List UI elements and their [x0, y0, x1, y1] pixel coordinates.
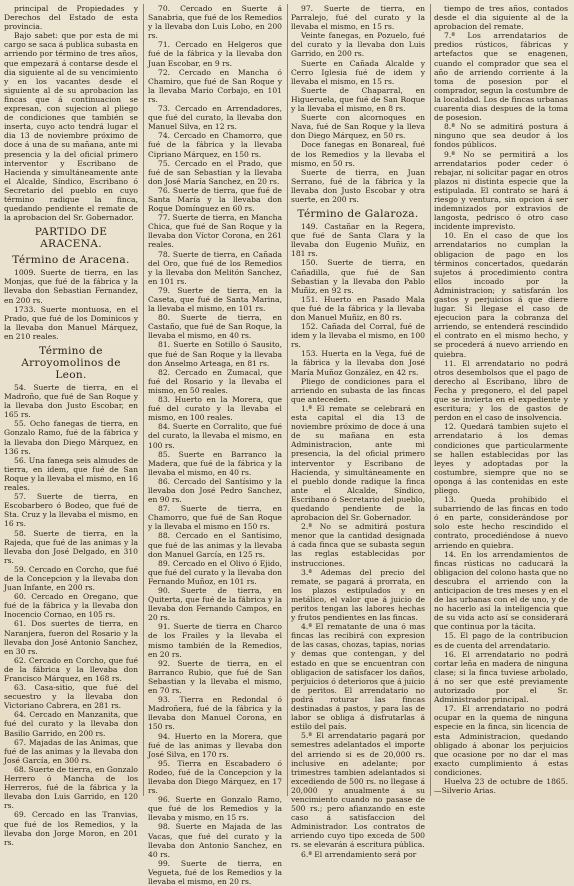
paragraph: 151. Huerto en Pasado Mala que fué de la fábrica y la llevaba don Manuel Muñiz, en 80 rs.: [291, 294, 425, 322]
column-divider: [143, 4, 144, 796]
paragraph: 4.ª El rematante de una ó mas fincas las recibirá con expresion de las casas, chozas, tapias, norias y demas que contengan, y del estado en que se encuentran con obligacion de satisfacer los daños, perjuicios ó deterioros que á juicio de peritos. El arrendatario no podrá roturar las fincas destinadas á pastos, y para las de labor se obliga á disfrutarlas á estilo del país.: [291, 622, 425, 732]
paragraph: 16. El arrendatario no podrá cortar leña en madera de ninguna clase; si la finca tuviese arbolado, á no ser que esté previamente autorizado por el Sr. Administrador principal.: [434, 649, 568, 705]
paragraph: 75. Cercado en el Prado, que fué de san Sebastian y la llevaba don José María Sanchez, en 20 rs.: [148, 158, 282, 186]
paragraph: Huelva 23 de octubre de 1865. —Silverio Arias.: [434, 776, 568, 796]
paragraph: 71. Cercado en Helgeros que fué de la fábrica y la llevaba don Juan Escobar, en 9 rs.: [148, 40, 282, 68]
paragraph: 17. El arrendatario no podrá ocupar en la quema de ninguna especie en la finca, sin licencia de esta Administracion, quedando obligado á abonar los perjuicios que ocasione por no dar el mas exacto cumplimiento á estas condiciones.: [434, 704, 568, 777]
paragraph: 96. Suerte en Gonzalo Ramo, que fué de los Remedios y la llevaba y mismo, en 15 rs.: [148, 795, 282, 823]
paragraph: 83. Huerto en la Morera, que fué del curato y la llevaba el mismo, en 100 reales.: [148, 395, 282, 423]
paragraph: 94. Huerto en la Morera, que fué de las animas y llevaba don José Silva, en 170 rs.: [148, 731, 282, 759]
section-heading: Término de Aracena.: [12, 254, 130, 267]
paragraph: 99. Suerte de tierra, en Vegueta, fué de los Remedios y la llevaba el mismo, en 20 rs.: [148, 858, 282, 886]
paragraph: Suerte en Cañada Alcalde y Cerro Iglesia fué de idem y llevaba el mismo, en 15 rs.: [291, 58, 425, 86]
paragraph: 153. Huerta en la Vega, fué de la fábrica y la llevaba don José María Muñoz González, en 42 rs.: [291, 349, 425, 377]
paragraph: 63. Casa-sitio, que fué del secuestro y la llevaba don Victoriano Cabrera, en 281 rs.: [4, 683, 138, 711]
paragraph: Veinte fanegas, en Pozuelo, fué del curato y la llevaba don Luis Garrido, en 200 rs.: [291, 31, 425, 59]
paragraph: 59. Cercado en Corcho, que fué de la Concepcion y la llevaba don Juan Infante, en 200 rs.: [4, 564, 138, 593]
paragraph: 73. Cercado en Arrendadores, que fué del curato, la llevaba don Manuel Silva, en 12 rs.: [148, 104, 282, 132]
column-divider: [430, 4, 431, 796]
paragraph: 82. Cercado en Zumacal, que fué del Rosario y la llevaba el mismo, en 50 reales.: [148, 367, 282, 395]
paragraph: 150. Suerte de tierra, en Cañadilla, que fué de San Sebastian y la llevaba don Pablo Muñiz, en 92 rs.: [291, 258, 425, 295]
section-heading: Término de Galaroza.: [297, 208, 419, 221]
paragraph: 92. Suerte de tierra, en el Barranco Rubio, que fué de San Sebastian y la llevaba el mismo, en 70 rs.: [148, 658, 282, 696]
paragraph: 8.ª No se admitirá postura á ninguno que sea deudor á los fondos públicos.: [434, 122, 568, 150]
paragraph: 152. Cañada del Corral, fué de idem y la llevaba el mismo, en 100 rs.: [291, 322, 425, 350]
paragraph: Suerte con alcornoques en Nava, fué de San Roque y la lleva don Diego Márquez, en 50 rs.: [291, 113, 425, 141]
column-divider: [287, 4, 288, 796]
paragraph: 80. Suerte de tierra, en Castaño, que fué de San Roque, la llevaba el mismo, en 40 rs.: [148, 313, 282, 341]
paragraph: Suerte de Chaparral, en Higueruela, que fué de San Roque y la llevaba el mismo, en 8 rs.: [291, 85, 425, 114]
paragraph: 9.ª No se permitirá a los arrendatarios poder ceder ó rebajar, ni solicitar pagar en otros plazos ni distinta especie que la estipulada. El contrato se hará á riesgo y ventura, sin opcion á ser indemnizados por extravios de langosta, pedrisco ó otro caso incidente imprevisto.: [434, 149, 568, 232]
paragraph: 85. Suerte en Barranco la Madera, que fué de la fábrica y la llevaba el mismo, en 40 rs.: [148, 449, 282, 477]
text-column-2: [148, 4, 282, 886]
paragraph: 84. Suerte en Corralito, que fué del curato, la llevaba el mismo, en 100 rs.: [148, 422, 282, 450]
paragraph: 86. Cercado del Santísimo y la llevaba don José Pedro Sanchez, en 90 rs.: [148, 476, 282, 505]
paragraph: 98. Suerte en Majada de las Vacas, que fué del curato y la llevaba don Antonio Sanchez, en 40 rs.: [148, 822, 282, 859]
paragraph: 13. Queda prohibido el subarriendo de las fincas en todo ó en parte, considerándose por solo este hecho rescindido el contrato, procediéndose á nuevo arriendo en quiebra.: [434, 495, 568, 550]
paragraph: 6.ª El arrendamiento será por: [301, 849, 417, 859]
paragraph: 1009. Suerte de tierra, en las Monjas, que fué de la fábrica y la llevaba don Sebastian Fernandez, en 200 rs.: [4, 268, 138, 305]
paragraph: Suerte de tierra, en Juan Serrano, fué de la fábrica y la llevaba don Justo Escobar y otra suerte, en 200 rs.: [291, 167, 425, 204]
paragraph: 68. Suerte de tierra, en Gonzalo Herrero ó Mancha de los Herreros, fué de la fábrica y la llevaba don Luis Garrido, en 120 rs.: [4, 764, 138, 811]
paragraph: 12. Quedará tambien sujeto el arrendatario á los demas condiciones que particularmente se hallen establecidas por las leyes y adoptadas por la costumbre, siempre que no se oponga á las contenidas en este pliego.: [434, 422, 568, 495]
paragraph: 14. En los arrendamientos de fincas rústicas no caducará la obligacion del colono hasta que no descubra el arriendo con la anticipacion de tres meses y en el de las urbanas con el de uno, y de no hacerlo así la inteligencia que de su vida acto así se considerará que continua por la tácita.: [434, 549, 568, 632]
paragraph: 62. Cercado en Corcho, que fué de la fábrica y la llevaba don Francisco Márquez, en 168 rs.: [4, 655, 138, 683]
paragraph: 1.ª El remate se celebrará en esta capital el dia 13 de noviembre próximo de doce á una de su mañana en esta Administracion, ante mi presencia, la del oficial primero interventor y Escribano de Hacienda, y simultáneamente en el pueblo donde radique la finca ante el Alcalde, Síndico, Escribano ó Secretario del pueblo, quedando pendiente de la aprobacion del Sr. Gobernador.: [291, 403, 425, 523]
paragraph: 64. Cercado en Manzanita, que fué del curato y la llevaba don Basilio Garrido, en 200 rs.: [4, 710, 138, 738]
paragraph: 74. Cercado en Chamorro, que fué de la fábrica y la llevaba Cipriano Márquez, en 150 rs.: [148, 131, 282, 159]
paragraph: 95. Tierra en Escabadero ó Rodeo, fué de la Concepcion y la llevaba don Diego Márquez, en 17 rs.: [148, 758, 282, 796]
paragraph: 57. Suerte de tierra, en Escobarbero ó Bodeo, que fué de Sta. Cruz y la llevaba el mismo, en 16 rs.: [4, 492, 138, 529]
paragraph: 77. Suerte de tierra, en Mancha Chica, que fué de San Roque y la llevaba don Víctor Corona, en 261 reales.: [148, 213, 282, 250]
paragraph: Pliego de condiciones para el arriendo en subasta de las fincas que anteceden.: [291, 376, 425, 404]
paragraph: 76. Suerte de tierra, que fué de Santa María y la llevaba don Roque Domínguez en 60 rs.: [148, 185, 282, 214]
paragraph: 79. Suerte de tierra, en la Caseta, que fué de Santa Marina, la llevaba el mismo, en 101 rs.: [148, 285, 282, 314]
paragraph: 60. Cercado en Oregano, que fué de la fábrica y la llevaba don Inocencio Cornao, en 105 rs.: [4, 592, 138, 620]
paragraph: 72. Cercado en Mancha ó Chamiro, que fué de San Roque y la llevaba Mario Corbajo, en 101 rs.: [148, 67, 282, 104]
paragraph: 10. En el caso de que los arrendatarios no cumplan la obligacion de pago en los términos concertados, quedarán sujetos á procedimiento contra ellos incoado por la Administracion; y satisfarán los gastos y perjuicios á que diere lugar. Si llegase el caso de ejecucion para la cobranza del arriendo, se entenderá rescindido el contrato en el mismo hecho, y se procederá á nuevo arriendo en quiebra.: [434, 231, 568, 359]
section-heading: PARTIDO DE ARACENA.: [34, 226, 108, 251]
paragraph: tiempo de tres años, contados desde el dia siguiente al de la aprobacion del remate.: [434, 4, 568, 32]
paragraph: 88. Cercado en el Santísimo, que fué de las animas y la llevaba don Manuel García, en 125 rs.: [148, 531, 282, 559]
paragraph: 89. Cercado en el Olivo ó Ejido, que fué del curato y la llevaba don Fernando Muñoz, en 101 rs.: [148, 558, 282, 586]
paragraph: principal de Propiedades y Derechos del Estado de esta provincia.: [4, 4, 138, 32]
paragraph: 67. Majadas de las Animas, que fué de las animas y la llevaba don José García, en 300 rs.: [4, 737, 138, 765]
paragraph: 55. Ocho fanegas de tierra, en Gonzalo Ramo, fué de la fábrica y la llevaba don Diego Márquez, en 136 rs.: [4, 419, 138, 456]
paragraph: 1733. Suerte montuosa, en el Prado, que fué de los Dominicos y la llevaba don Manuel Márquez, en 210 reales.: [4, 304, 138, 341]
paragraph: 70. Cercado en Suerte á Sanabria, que fué de los Remedios y la llevaba don Luis Lobo, en 200 rs.: [148, 4, 282, 41]
paragraph: 54. Suerte de tierra, en el Madroño, que fué de San Roque y la llevaba don Justo Escobar, en 165 rs.: [4, 383, 138, 420]
paragraph: 5.ª El arrendatario pagará por semestres adelantados el importe del arriendo si es de 20,000 rs. inclusive en adelante; por trimestres tambien adelantados si excediendo de 500 rs. no llegase á 20,000 y anualmente á su vencimiento cuando no pasase de 500 rs.; pero afianzando en este caso á satisfaccion del Administrador. Los contratos de arriendo cuyo tipo exceda de 500 rs. se elevarán á escritura pública.: [291, 731, 425, 850]
paragraph: 93. Tierra en Redondal ó Madroñera, fué de la fábrica y la llevaba don Manuel Corona, en 150 rs.: [148, 695, 282, 732]
paragraph: 90. Suerte de tierra, en Quiterta, que fué de la fábrica y la llevaba don Fernando Campos, en 20 rs.: [148, 586, 282, 623]
paragraph: 2.ª No se admitirá postura menor que la cantidad designada á cada finca que se subasta segun las reglas establecidas por instrucciones.: [291, 522, 425, 568]
paragraph: 81. Suerte en Sotillo ó Sausito, que fué de San Roque y la llevaba don Anselmo Arteaga, en 81 rs.: [148, 340, 282, 368]
paragraph: 78. Suerte de tierra, en Cañada del Oro, que fué de los Remedios y la llevaba don Melitón Sanchez, en 101 rs.: [148, 249, 282, 286]
paragraph: 58. Suerte de tierra, en la Rajeda, que fué de las animas y la llevaba don José Delgado, en 310 rs.: [4, 528, 138, 565]
paragraph: Doce fanegas en Bonareal, fué de los Remedios y la llevaba el mismo, en 50 rs.: [291, 140, 425, 168]
paragraph: Bajo sabet: que por esta de mi cargo se saca á publica subasta en arriendo por término de tres años, que empezará á contarse desde el dia siguiente al de su vencimiento y en los vacantes desde el siguiente al de su aprobacion las fincas que á continuacion se expresan, con sujecion al pliego de condiciones que también se inserta, cuyo acto tendrá lugar el dia 13 de noviembre próximo de doce á una de su mañana, ante mi presencia y la del oficial primero interventor y Escribano de Hacienda y simultáneamente ante el Alcalde, Síndico, Escribano ó Secretario del pueblo en cuyo término radique la finca, quedando pendiente el remate de la aprobacion del Sr. Gobernador.: [4, 31, 138, 223]
paragraph: 149. Castañar en la Regera, que fué de Santa Clara y la llevaba don Eugenio Muñiz, en 181 rs.: [291, 222, 425, 259]
text-column-1: [4, 4, 138, 847]
paragraph: 7.ª Los arrendatarios de predios rústicos, fábricas y artefactos que se enagenen, cuando el comprador que sea el año de arriendo corriente á la toma de posesion por el comprador, segun la costumbre de la localidad. Los de fincas urbanas cuarenta dias despues de la toma de posesion.: [434, 31, 568, 123]
text-column-4: [434, 4, 568, 796]
text-column-3: [291, 4, 425, 859]
paragraph: 69. Cercado en las Tranvias, que fué de los Remedios, y la llevaba don Jorge Moron, en 201 rs.: [4, 810, 138, 847]
paragraph: 87. Suerte de tierra, en Chamorro, que fué de San Roque y la llevaba el mismo en 150 rs.: [148, 504, 282, 532]
paragraph: 61. Dos suertes de tierra, en Naranjera, fueron del Rosario y la llevaba don José Antonio Sanchez, en 30 rs.: [4, 619, 138, 656]
paragraph: 91. Suerte de tierra en Charco de los Frailes y la llevaba el mismo también de la Remedios, en 20 rs.: [148, 622, 282, 659]
section-heading: Término de Arroyomolinos de Leon.: [21, 345, 121, 381]
paragraph: 11. El arrendatario no podrá otros desembolsos que el pago de derecho al Escribano, libro de Fecha y pregonero, el del papel que se invierta en el expediente y escritura; y los de gastos de perdon en el caso de insolvencia.: [434, 358, 568, 423]
paragraph: 3.ª Ademas del precio del remate, se pagará á prorrata, en los plazos estipulados y en metálico, el valor que á juicio de peritos tengan las labores hechas y frutos pendientes en las fincas.: [291, 567, 425, 623]
paragraph: 97. Suerte de tierra, en Parralejo, fué del curato y la llevaba el mismo, en 15 rs.: [291, 4, 425, 32]
paragraph: 15. El pago de la contribucion es de cuenta del arrendatario.: [434, 631, 568, 650]
paragraph: 56. Una fanega seis almudes de tierra, en idem, que fué de San Roque y la llevaba el mismo, en 16 reales.: [4, 455, 138, 493]
